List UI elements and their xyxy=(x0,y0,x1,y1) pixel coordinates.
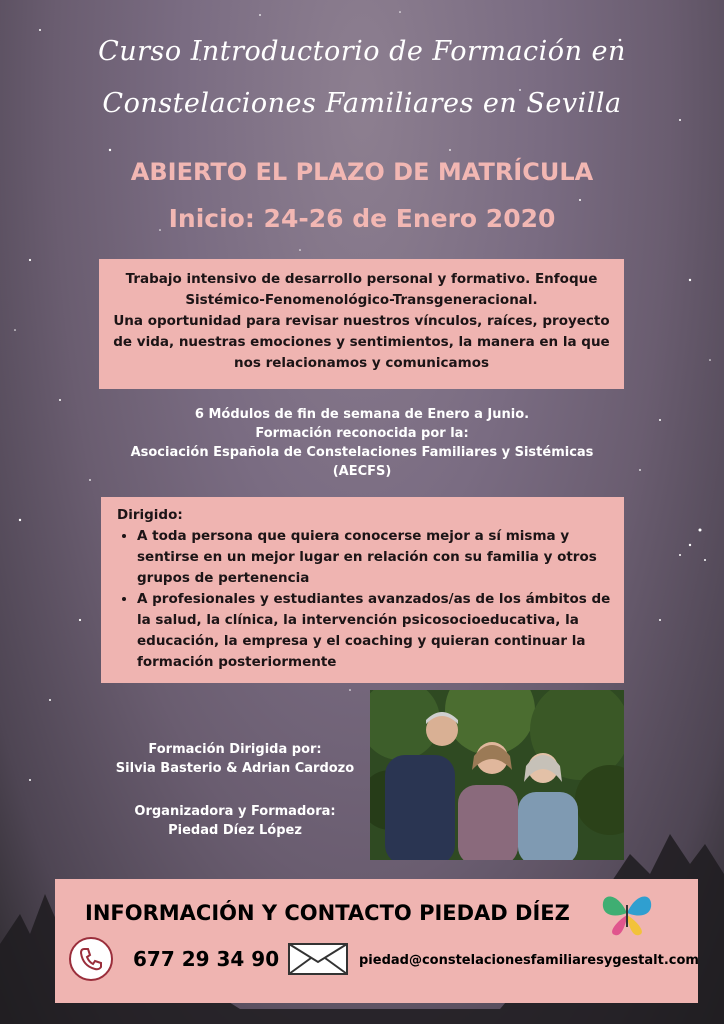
directed-by xyxy=(100,740,370,778)
email-address[interactable]: piedad@constelacionesfamiliaresygestalt.com xyxy=(359,953,699,968)
intro-line: de vida, nuestras emociones y sentimientos, la manera en la que xyxy=(113,334,610,350)
association-acronym: (AECFS) xyxy=(332,464,392,479)
butterfly-icon xyxy=(599,887,655,939)
recognition-line: Formación reconocida por la: xyxy=(255,426,469,441)
intro-line: Una oportunidad para revisar nuestros vínculos, raíces, proyecto xyxy=(113,313,610,329)
modules-info xyxy=(100,405,624,481)
course-title-line-1: Curso Introductorio de Formación en xyxy=(98,36,626,67)
association-line: Asociación Española de Constelaciones Familiares y Sistémicas xyxy=(130,445,594,460)
instructors-photo xyxy=(370,690,624,860)
organizer-name: Piedad Díez López xyxy=(168,823,302,838)
directed-label: Formación Dirigida por: xyxy=(148,742,322,757)
intro-line: Sistémico-Fenomenológico-Transgeneracional. xyxy=(185,292,538,308)
audience-item: • A profesionales y estudiantes avanzados/as de los ámbitos de la salud, la clínica, la intervención psicosocioeducativa, la educación, la empresa y el coaching y quieran continuar la formación posteriormente xyxy=(137,589,614,673)
contact-panel xyxy=(55,879,698,1003)
modules-line: 6 Módulos de fin de semana de Enero a Junio. xyxy=(194,407,530,422)
organizer-label: Organizadora y Formadora: xyxy=(134,804,336,819)
envelope-icon xyxy=(287,942,349,976)
organizer xyxy=(100,802,370,840)
phone-number[interactable]: 677 29 34 90 xyxy=(133,947,280,971)
course-title-line-2: Constelaciones Familiares en Sevilla xyxy=(102,88,622,119)
start-date-heading: Inicio: 24-26 de Enero 2020 xyxy=(168,204,556,233)
intro-line: Trabajo intensivo de desarrollo personal y formativo. Enfoque xyxy=(125,271,598,287)
enrollment-heading: ABIERTO EL PLAZO DE MATRÍCULA xyxy=(130,158,594,186)
audience-label: Dirigido: xyxy=(117,507,183,523)
contact-title: INFORMACIÓN Y CONTACTO PIEDAD DÍEZ xyxy=(85,901,570,925)
intro-box xyxy=(99,259,624,389)
audience-list xyxy=(117,526,614,673)
phone-icon xyxy=(69,937,113,981)
directed-names: Silvia Basterio & Adrian Cardozo xyxy=(115,761,355,776)
audience-item: • A toda persona que quiera conocerse mejor a sí misma y sentirse en un mejor lugar en relación con su familia y otros grupos de pertenencia xyxy=(137,526,614,589)
audience-box xyxy=(101,497,624,683)
intro-line: nos relacionamos y comunicamos xyxy=(233,355,490,371)
